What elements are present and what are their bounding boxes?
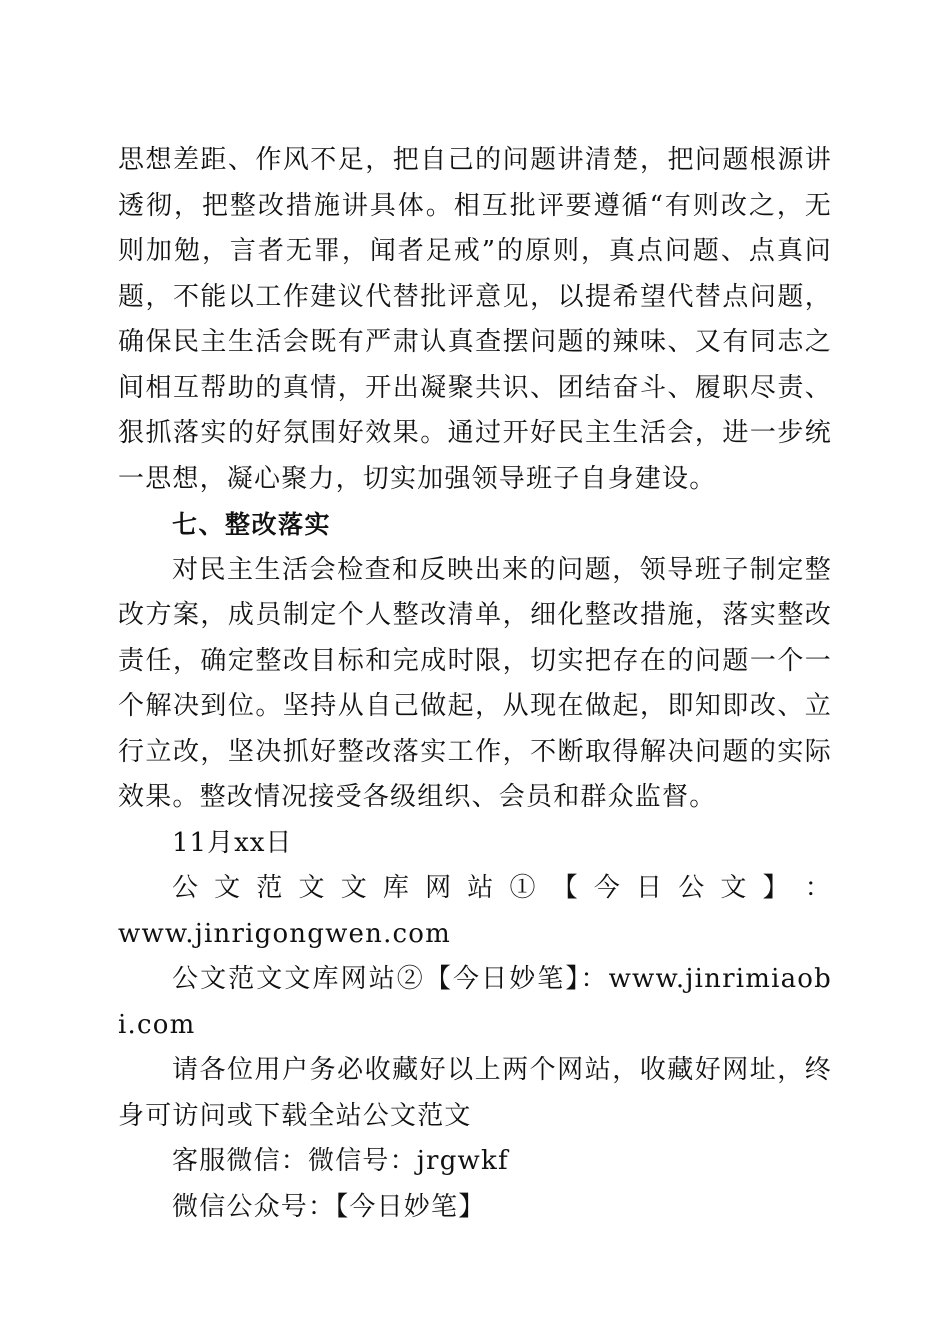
date-line: 11月xx日	[172, 827, 293, 858]
website-2-line: 公文范文文库网站②【今日妙笔】：www.jinrimiaobi.com	[118, 964, 832, 1040]
body-paragraph-1: 思想差距、作风不足，把自己的问题讲清楚，把问题根源讲透彻，把整改措施讲具体。相互批评要遵循“有则改之，无则加勉，言者无罪，闻者足戒”的原则，真点问题、点真问题，不能以工作建议代替批评意见，以提希望代替点问题，确保民主生活会既有严肃认真查摆问题的辣味、又有同志之间相互帮助的真情，开出凝聚共识、团结奋斗、履职尽责、狠抓落实的好氛围好效果。通过开好民主生活会，进一步统一思想，凝心聚力，切实加强领导班子自身建设。	[118, 145, 832, 494]
service-wechat: 客服微信：微信号：jrgwkf	[172, 1146, 509, 1176]
website-1-label: 公 文 范 文 文 库 网 站 ① 【 今 日 公 文 】 ：	[172, 873, 832, 903]
body-paragraph-2: 对民主生活会检查和反映出来的问题，领导班子制定整改方案，成员制定个人整改清单，细化整改措施，落实整改责任，确定整改目标和完成时限，切实把存在的问题一个一个解决到位。坚持从自己做起，从现在做起，即知即改、立行立改，坚决抓好整改落实工作，不断取得解决问题的实际效果。整改情况接受各级组织、会员和群众监督。	[118, 554, 832, 812]
official-account: 微信公众号：【今日妙笔】	[172, 1191, 486, 1222]
document-page	[118, 138, 832, 1230]
section-heading: 七、整改落实	[172, 510, 332, 539]
notice-paragraph: 请各位用户务必收藏好以上两个网站，收藏好网址，终身可访问或下载全站公文范文	[118, 1055, 832, 1131]
website-1-url: www.jinrigongwen.com	[118, 918, 452, 949]
